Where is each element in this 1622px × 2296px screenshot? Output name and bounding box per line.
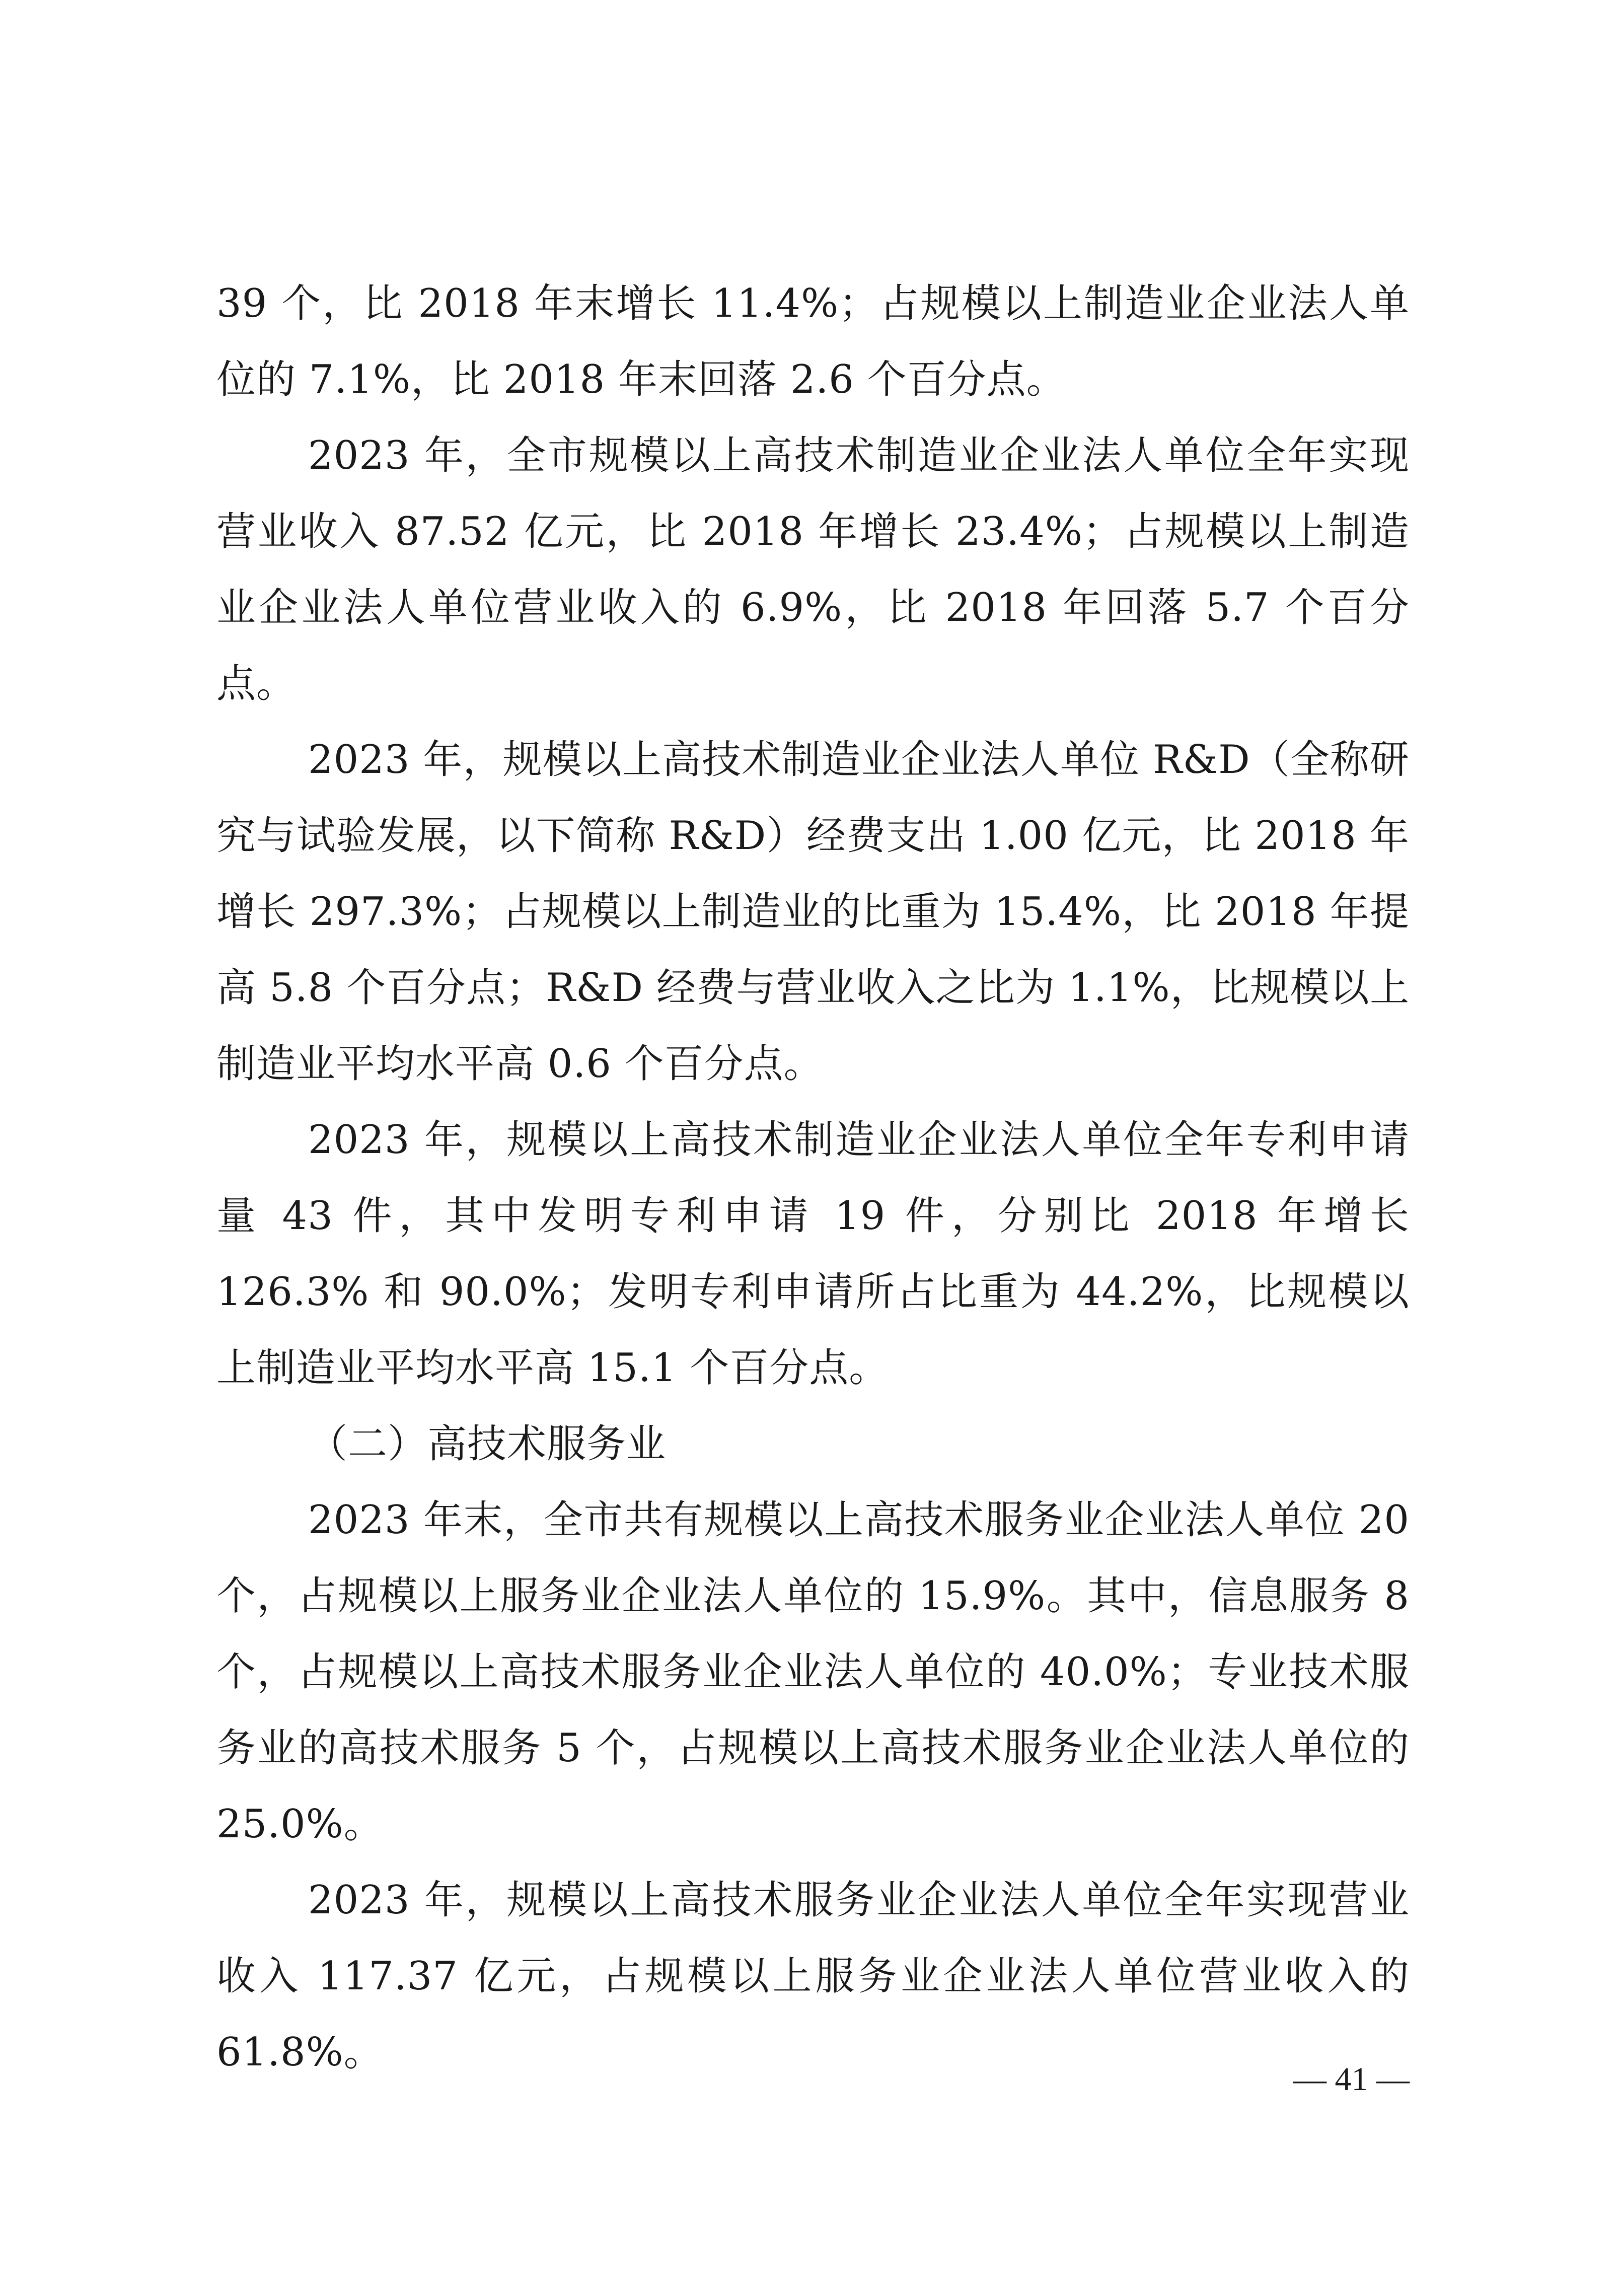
body-text <box>216 266 1410 2091</box>
paragraph-continuation: 39 个，比 2018 年末增长 11.4%；占规模以上制造业企业法人单位的 7.1%，比 2018 年末回落 2.6 个百分点。 <box>216 281 1410 402</box>
paragraph-services-units: 2023 年末，全市共有规模以上高技术服务业企业法人单位 20 个，占规模以上服务业企业法人单位的 15.9%。其中，信息服务 8 个，占规模以上高技术服务业企业法人单位的 40.0%；专业技术服务业的高技术服务 5 个，占规模以上高技术服务业企业法人单位的 25.0%。 <box>216 1497 1410 1847</box>
paragraph-services-revenue: 2023 年，规模以上高技术服务业企业法人单位全年实现营业收入 117.37 亿元，占规模以上服务业企业法人单位营业收入的 61.8%。 <box>216 1878 1410 2075</box>
paragraph-manufacturing-revenue: 2023 年，全市规模以上高技术制造业企业法人单位全年实现营业收入 87.52 亿元，比 2018 年增长 23.4%；占规模以上制造业企业法人单位营业收入的 6.9%，比 2018 年回落 5.7 个百分点。 <box>216 433 1410 706</box>
paragraph-manufacturing-patents: 2023 年，规模以上高技术制造业企业法人单位全年专利申请量 43 件，其中发明专利申请 19 件，分别比 2018 年增长 126.3% 和 90.0%；发明专利申请所占比重为 44.2%，比规模以上制造业平均水平高 15.1 个百分点。 <box>216 1117 1410 1391</box>
paragraph-manufacturing-rd: 2023 年，规模以上高技术制造业企业法人单位 R&D（全称研究与试验发展，以下简称 R&D）经费支出 1.00 亿元，比 2018 年增长 297.3%；占规模以上制造业的比重为 15.4%，比 2018 年提高 5.8 个百分点；R&D 经费与营业收入之比为 1.1%，比规模以上制造业平均水平高 0.6 个百分点。 <box>216 737 1410 1087</box>
section-heading: （二）高技术服务业 <box>308 1421 667 1467</box>
page-number: — 41 — <box>1293 2061 1410 2098</box>
